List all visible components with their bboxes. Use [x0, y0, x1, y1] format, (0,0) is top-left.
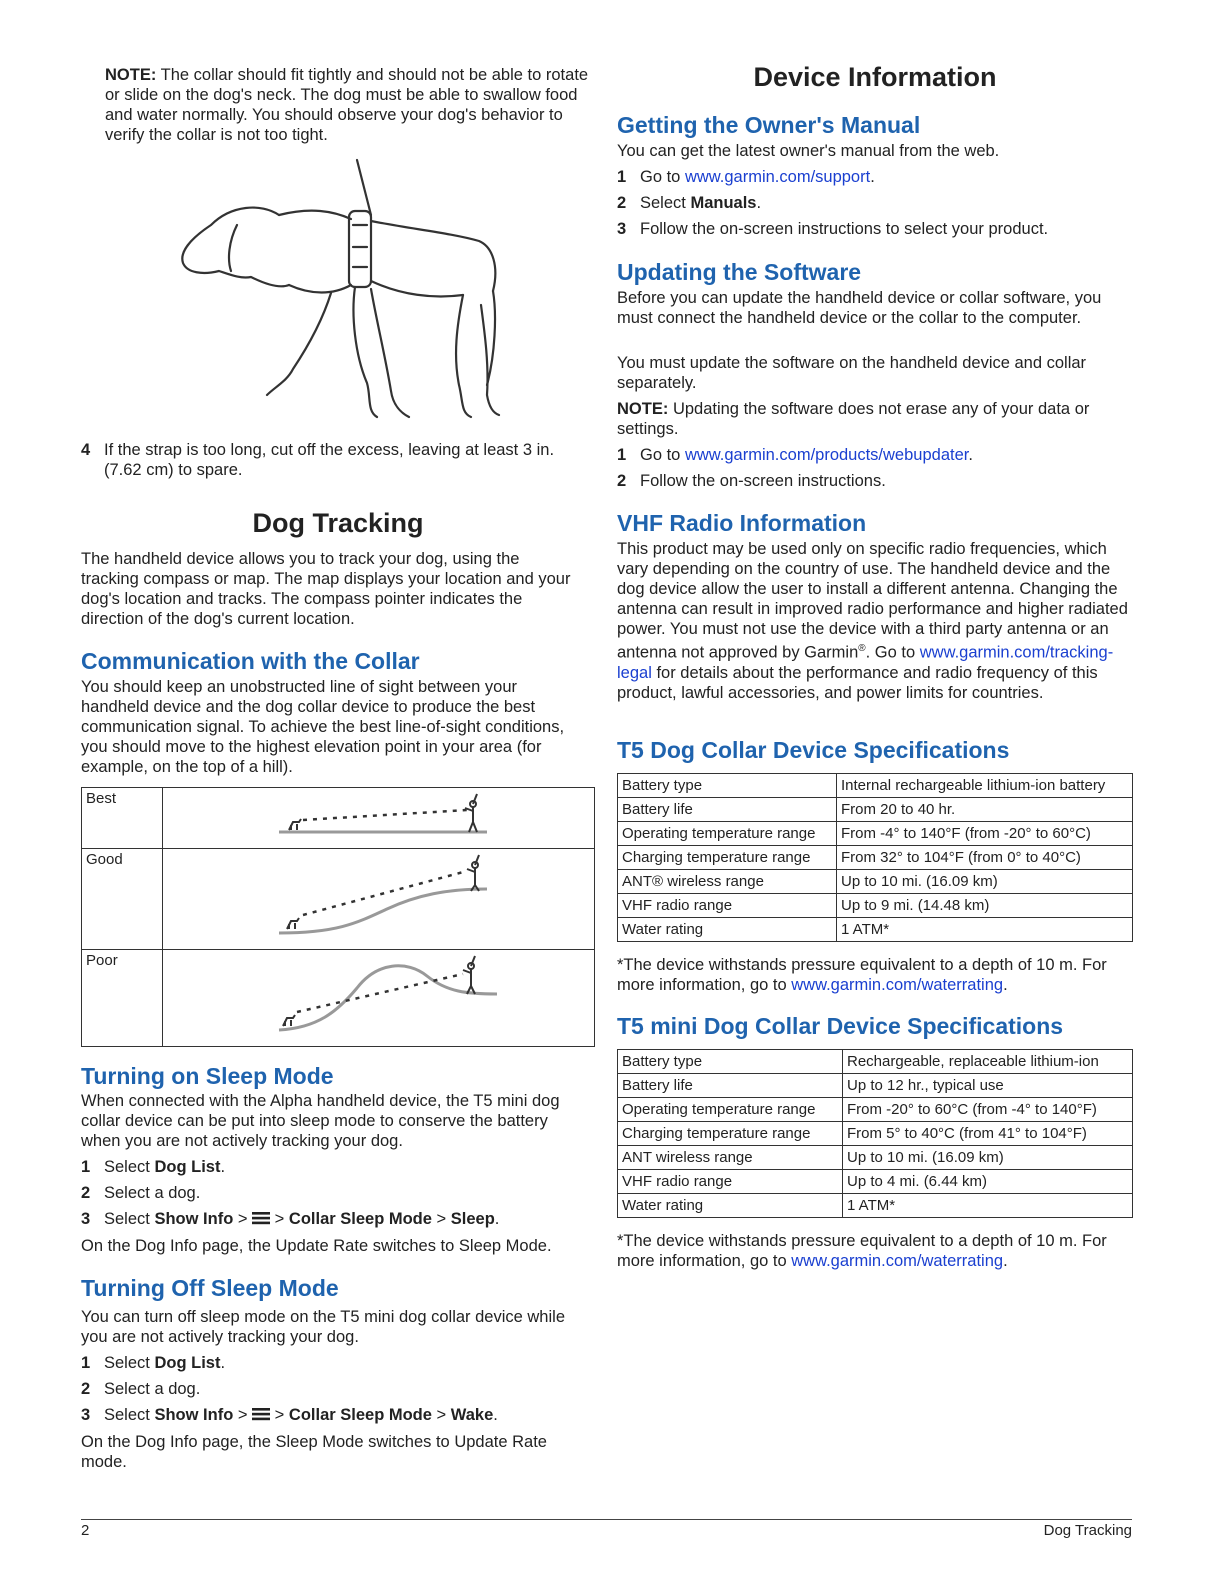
table-row: [82, 950, 595, 1047]
sleep-on-step-2: 2 Select a dog.: [81, 1184, 201, 1202]
spec-label: Battery life: [618, 1074, 843, 1098]
comm-title: Communication with the Collar: [81, 648, 420, 674]
spec-value: Up to 10 mi. (16.09 km): [843, 1146, 1133, 1170]
sleep-on-text: When connected with the Alpha handheld device, the T5 mini dog collar device can be put into sleep mode to conserve the battery when you are not actively tracking your dog.: [81, 1092, 560, 1150]
sleep-off-title: Turning Off Sleep Mode: [81, 1275, 339, 1301]
spec-value: Up to 4 mi. (6.44 km): [843, 1170, 1133, 1194]
update-p2: You must update the software on the handheld device and collar separately.: [617, 354, 1087, 392]
spec-label: VHF radio range: [618, 894, 837, 918]
t5-footnote: *The device withstands pressure equivalent to a depth of 10 m. For more information, go to www.garmin.com/waterrating.: [617, 956, 1107, 994]
sleep-on-after: On the Dog Info page, the Update Rate switches to Sleep Mode.: [81, 1237, 552, 1255]
t5-specs-table: [617, 773, 1133, 942]
line-of-sight-table: [81, 787, 595, 1047]
table-row: [618, 1074, 1133, 1098]
spec-value: Up to 12 hr., typical use: [843, 1074, 1133, 1098]
webupdater-link[interactable]: www.garmin.com/products/webupdater: [684, 446, 969, 464]
spec-value: 1 ATM*: [837, 918, 1133, 942]
signal-diagram-best: [163, 788, 595, 849]
spec-label: Operating temperature range: [618, 822, 837, 846]
table-row: [618, 918, 1133, 942]
spec-label: Battery type: [618, 774, 837, 798]
t5mini-specs-table: [617, 1049, 1133, 1218]
table-row: [82, 849, 595, 950]
spec-value: From -20° to 60°C (from -4° to 140°F): [843, 1098, 1133, 1122]
dog-icon: [283, 1015, 295, 1026]
spec-value: Up to 9 mi. (14.48 km): [837, 894, 1133, 918]
update-note: NOTE: Updating the software does not erase any of your data or settings.: [617, 400, 1090, 438]
table-row: [618, 798, 1133, 822]
vhf-text: This product may be used only on specific radio frequencies, which vary depending on the country of use. The handheld device and the dog device allow the user to install a different antenna. Changing the antenna can result in improved radio performance and higher radiated power. You must not use the device with a third party antenna or an antenna not approved by Garmin®. Go to www.garmin.com/tracking-legal for details about the performance and radio frequency of this product, lawful accessories, and power limits for countries.: [617, 540, 1128, 702]
dog-tracking-title: Dog Tracking: [252, 508, 424, 538]
sleep-off-step-2: 2 Select a dog.: [81, 1380, 201, 1398]
update-step-1: 1 Go to www.garmin.com/products/webupdater.: [617, 446, 973, 464]
dog-tracking-text: The handheld device allows you to track your dog, using the tracking compass or map. The map displays your location and your dog's location and tracks. The compass pointer indicates the direction of the dog's current location.: [81, 550, 571, 628]
support-link[interactable]: www.garmin.com/support: [684, 168, 871, 186]
table-row: [618, 822, 1133, 846]
spec-label: Battery life: [618, 798, 837, 822]
spec-label: ANT® wireless range: [618, 870, 837, 894]
menu-icon: [252, 1211, 270, 1225]
sleep-off-text: You can turn off sleep mode on the T5 mini dog collar device while you are not actively tracking your dog.: [81, 1308, 565, 1346]
footer-section: Dog Tracking: [1043, 1522, 1132, 1539]
person-icon: [463, 956, 475, 994]
spec-value: Up to 10 mi. (16.09 km): [837, 870, 1133, 894]
spec-value: From 5° to 40°C (from 41° to 104°F): [843, 1122, 1133, 1146]
tracking-legal-link[interactable]: www.garmin.com/tracking-legal: [617, 643, 1114, 682]
manual-step-3: 3 Follow the on-screen instructions to select your product.: [617, 220, 1049, 238]
spec-label: Charging temperature range: [618, 846, 837, 870]
page-footer: [81, 1519, 1132, 1539]
device-info-title: Device Information: [753, 62, 997, 92]
signal-label: Best: [82, 788, 163, 849]
spec-value: Internal rechargeable lithium-ion battery: [837, 774, 1133, 798]
sleep-off-step-3: 3 Select Show Info > > Collar Sleep Mode > Wake.: [81, 1406, 498, 1424]
dog-icon: [287, 918, 299, 929]
collar-note: NOTE: The collar should fit tightly and should not be able to rotate or slide on the dog's neck. The dog must be able to swallow food and water normally. You should observe your dog's behavior to verify the collar is not too tight.: [105, 66, 589, 144]
signal-diagram-poor: [163, 950, 595, 1047]
person-icon: [467, 855, 479, 891]
update-p1: Before you can update the handheld device or collar software, you must connect the handheld device or the collar to the computer.: [617, 289, 1102, 327]
dog-collar-illustration: [171, 155, 501, 425]
t5-specs-title: T5 Dog Collar Device Specifications: [617, 737, 1010, 763]
table-row: [618, 1098, 1133, 1122]
page-number: 2: [81, 1522, 90, 1539]
signal-label: Poor: [82, 950, 163, 1047]
table-row: [618, 1146, 1133, 1170]
sleep-off-step-1: 1 Select Dog List.: [81, 1354, 226, 1372]
spec-label: Operating temperature range: [618, 1098, 843, 1122]
table-row: [618, 1194, 1133, 1218]
table-row: [618, 1050, 1133, 1074]
menu-icon: [252, 1407, 270, 1421]
update-title: Updating the Software: [617, 259, 862, 285]
manual-step-1: 1 Go to www.garmin.com/support.: [617, 168, 875, 186]
spec-value: From -4° to 140°F (from -20° to 60°C): [837, 822, 1133, 846]
spec-label: Water rating: [618, 918, 837, 942]
vhf-title: VHF Radio Information: [617, 510, 867, 536]
spec-label: VHF radio range: [618, 1170, 843, 1194]
table-row: [618, 846, 1133, 870]
spec-value: Rechargeable, replaceable lithium-ion: [843, 1050, 1133, 1074]
table-row: [618, 894, 1133, 918]
sleep-off-after: On the Dog Info page, the Sleep Mode switches to Update Rate mode.: [81, 1433, 547, 1471]
dog-icon: [289, 819, 301, 830]
t5mini-footnote: *The device withstands pressure equivalent to a depth of 10 m. For more information, go to www.garmin.com/waterrating.: [617, 1232, 1107, 1270]
table-row: [618, 870, 1133, 894]
update-step-2: 2 Follow the on-screen instructions.: [617, 472, 886, 490]
waterrating-link[interactable]: www.garmin.com/waterrating: [791, 1252, 1004, 1270]
manual-title: Getting the Owner's Manual: [617, 112, 921, 138]
strap-step: 4 If the strap is too long, cut off the excess, leaving at least 3 in. (7.62 cm) to spare.: [81, 441, 555, 479]
signal-diagram-good: [163, 849, 595, 950]
manual-step-2: 2 Select Manuals.: [617, 194, 762, 212]
sleep-on-step-3: 3 Select Show Info > > Collar Sleep Mode > Sleep.: [81, 1210, 500, 1228]
table-row: [618, 1122, 1133, 1146]
spec-label: Charging temperature range: [618, 1122, 843, 1146]
spec-label: Battery type: [618, 1050, 843, 1074]
table-row: [618, 774, 1133, 798]
spec-value: 1 ATM*: [843, 1194, 1133, 1218]
spec-label: ANT wireless range: [618, 1146, 843, 1170]
spec-value: From 32° to 104°F (from 0° to 40°C): [837, 846, 1133, 870]
signal-label: Good: [82, 849, 163, 950]
sleep-on-step-1: 1 Select Dog List.: [81, 1158, 226, 1176]
person-icon: [465, 794, 477, 832]
table-row: [82, 788, 595, 849]
comm-text: You should keep an unobstructed line of sight between your handheld device and the dog collar device to produce the best communication signal. To achieve the best line-of-sight conditions, you should move to the highest elevation point in your area (for example, on the top of a hill).: [81, 678, 565, 776]
waterrating-link[interactable]: www.garmin.com/waterrating: [791, 976, 1004, 994]
manual-text: You can get the latest owner's manual from the web.: [617, 142, 1000, 160]
spec-label: Water rating: [618, 1194, 843, 1218]
t5mini-specs-title: T5 mini Dog Collar Device Specifications: [617, 1013, 1064, 1039]
sleep-on-title: Turning on Sleep Mode: [81, 1063, 334, 1089]
table-row: [618, 1170, 1133, 1194]
spec-value: From 20 to 40 hr.: [837, 798, 1133, 822]
